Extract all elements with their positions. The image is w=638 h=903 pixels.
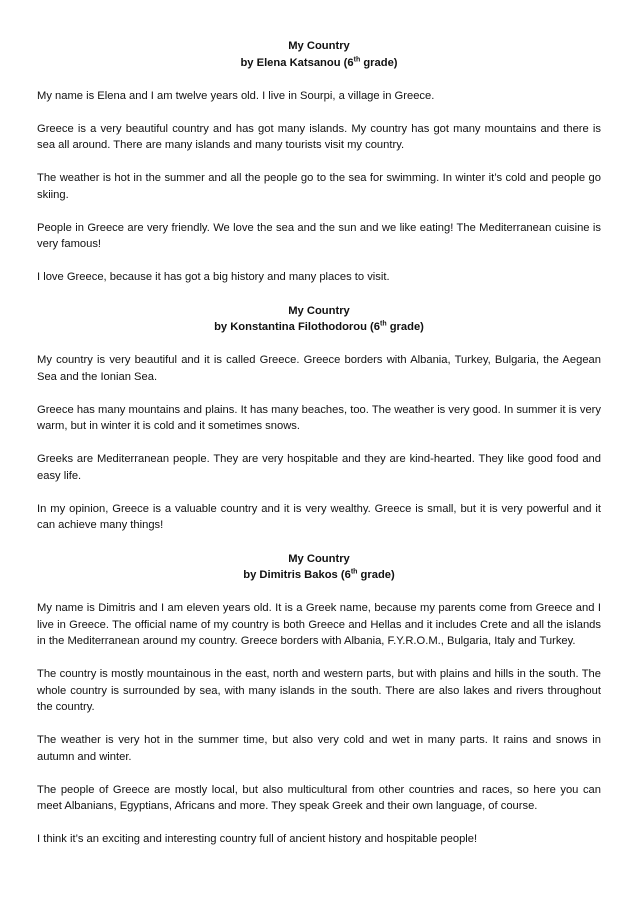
- essay-title: My Country: [288, 552, 350, 565]
- paragraph: The weather is very hot in the summer time, but also very cold and wet in many parts. It rains and snows in autumn and winter.: [37, 734, 601, 763]
- essay-title: My Country: [288, 40, 350, 52]
- paragraph: The people of Greece are mostly local, but also multicultural from other countries and races, so here you can meet Albanians, Egyptians, Africans and more. They speak Greek and their own language, of course.: [37, 783, 601, 812]
- paragraph: My country is very beautiful and it is called Greece. Greece borders with Albania, Turkey, Bulgaria, the Aegean Sea and the Ionian Sea.: [37, 354, 601, 383]
- paragraph: My name is Dimitris and I am eleven years old. It is a Greek name, because my parents come from Greece and I live in Greece. The official name of my country is both Greece and Hellas and it includes Crete and all the islands in the Mediterranean around my country. Greece borders with Albania, F.Y.R.O.M., Bulgaria, Italy and Turkey.: [37, 602, 601, 647]
- paragraph: The weather is hot in the summer and all the people go to the sea for swimming. In winter it’s cold and people go skiing.: [37, 172, 601, 201]
- essay-author: by Konstantina Filothodorou (6th grade): [214, 320, 424, 333]
- paragraph: Greeks are Mediterranean people. They are very hospitable and they are kind-hearted. They like good food and easy life.: [37, 453, 601, 482]
- paragraph: Greece has many mountains and plains. It has many beaches, too. The weather is very good. In summer it is very warm, but in winter it is cold and it sometimes snows.: [37, 403, 601, 432]
- paragraph: In my opinion, Greece is a valuable country and it is very wealthy. Greece is small, but it is very powerful and it can achieve many things!: [37, 502, 601, 531]
- essay-dimitris: [37, 551, 601, 848]
- essay-elena: [37, 38, 601, 286]
- essay-author: by Elena Katsanou (6th grade): [240, 55, 398, 69]
- paragraph: I love Greece, because it has got a big history and many places to visit.: [37, 271, 390, 283]
- paragraph: My name is Elena and I am twelve years old. I live in Sourpi, a village in Greece.: [37, 89, 435, 102]
- essay-author: by Dimitris Bakos (6th grade): [243, 568, 395, 581]
- essay-heading: [37, 38, 601, 71]
- essay-konstantina: [37, 303, 601, 534]
- essay-heading: [37, 551, 601, 584]
- essay-title: My Country: [288, 304, 350, 317]
- essay-heading: [37, 303, 601, 336]
- paragraph: People in Greece are very friendly. We love the sea and the sun and we like eating! The Mediterranean cuisine is very famous!: [37, 221, 601, 250]
- paragraph: I think it’s an exciting and interesting country full of ancient history and hospitable people!: [37, 833, 478, 845]
- paragraph: The country is mostly mountainous in the east, north and western parts, but with plains and hills in the south. The whole country is surrounded by sea, with many islands in the south. There are also lakes and rivers throughout the country.: [37, 668, 601, 713]
- paragraph: Greece is a very beautiful country and has got many islands. My country has got many mountains and there is sea all around. There are many islands and many tourists visit my country.: [37, 122, 601, 151]
